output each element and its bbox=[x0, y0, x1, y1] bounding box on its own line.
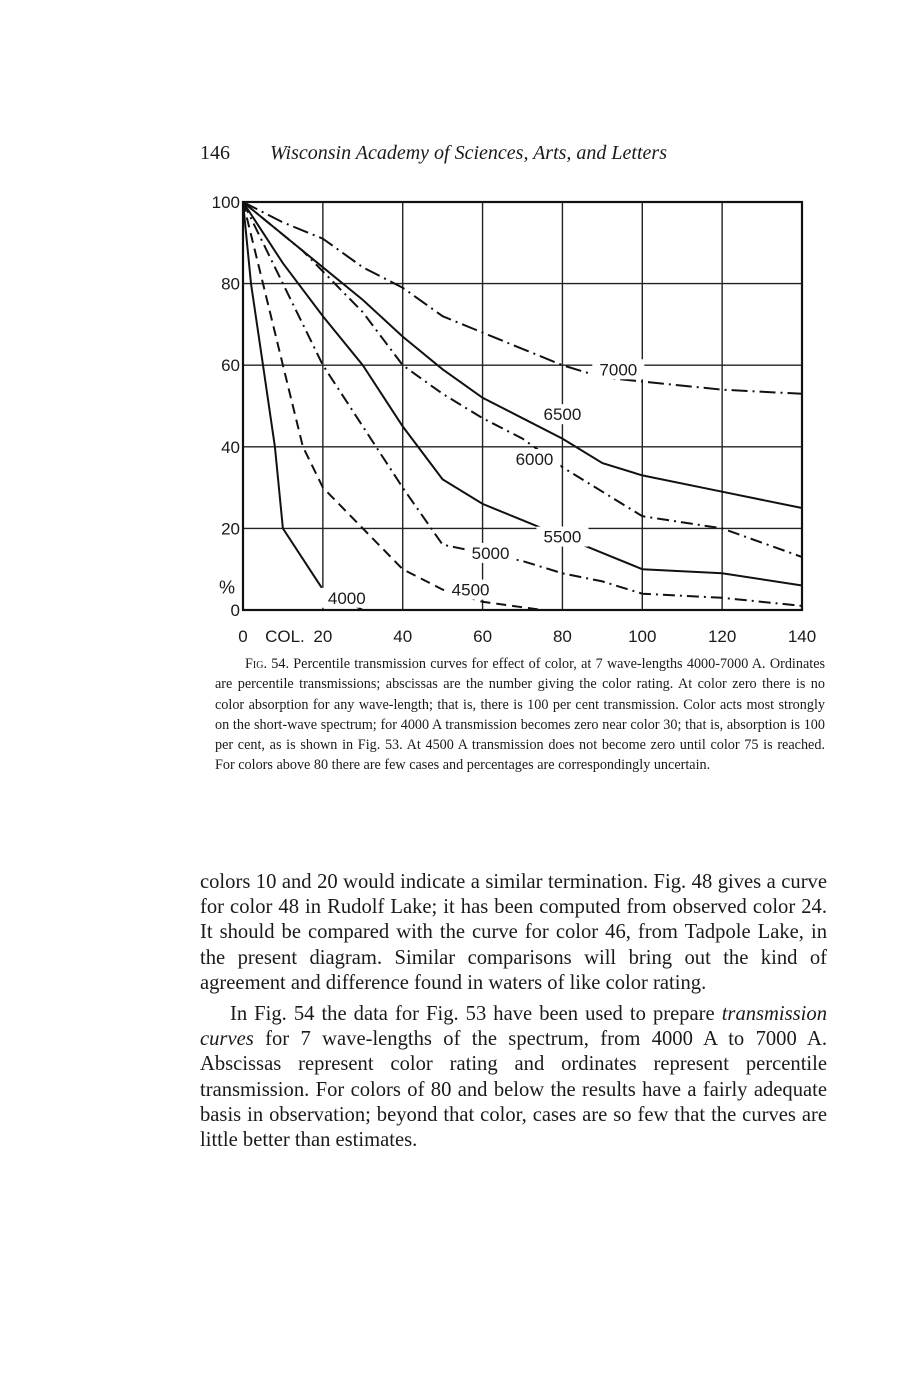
paragraph-2 bbox=[200, 1002, 827, 1153]
x-tick-label: 60 bbox=[473, 627, 493, 646]
x-tick-label: 80 bbox=[552, 627, 572, 646]
figure-caption bbox=[215, 654, 825, 776]
series-label-4500: 4500 bbox=[451, 580, 490, 600]
running-title: Wisconsin Academy of Sciences, Arts, and Letters bbox=[270, 142, 667, 164]
y-tick-label: 80 bbox=[221, 274, 240, 294]
y-tick-label: 0 bbox=[230, 601, 240, 620]
y-tick-label: 60 bbox=[221, 356, 240, 376]
y-tick-label: 40 bbox=[221, 437, 240, 457]
series-label-5500: 5500 bbox=[543, 527, 582, 547]
x-tick-label: 100 bbox=[628, 627, 657, 646]
figure-caption-text: Percentile transmission curves for effect of color, at 7 wave-lengths 4000-7000 A. Ordinates are percentile transmissions; abscissas are the number giving the color rating. At color zero there is no color absorption for any wave-length; that is, there is 100 per cent transmission. Color acts most strongly on the short-wave spectrum; for 4000 A transmission becomes zero near color 30; that is, absorption is 100 per cent, as is shown in Fig. 53. At 4500 A transmission does not become zero until color 75 is reached. For colors above 80 there are few cases and percentages are correspondingly uncertain. bbox=[215, 656, 826, 774]
series-line-6000 bbox=[243, 202, 802, 557]
x-tick-label: 140 bbox=[787, 627, 817, 646]
x-tick-label: 40 bbox=[393, 627, 413, 646]
series-label-6500: 6500 bbox=[543, 405, 582, 425]
series-line-5000 bbox=[243, 202, 802, 606]
x-tick-label: 0 bbox=[238, 627, 248, 646]
series-label-6000: 6000 bbox=[515, 450, 554, 470]
series-label-7000: 7000 bbox=[599, 360, 638, 380]
x-tick-label: 120 bbox=[707, 627, 737, 646]
y-tick-label: 20 bbox=[221, 519, 240, 539]
paragraph-1: colors 10 and 20 would indicate a similar termination. Fig. 48 gives a curve for color 48 in Rudolf Lake; it has been computed from observed color 24. It should be compared with the curve for color 46, from Tadpole Lake, in the present diagram. Similar comparisons will bring out the kind of agreement and difference found in waters of like color rating. bbox=[200, 871, 827, 994]
body-text bbox=[200, 870, 827, 1159]
paragraph-2-start: In Fig. 54 the data for Fig. 53 have been used to prepare bbox=[230, 1003, 722, 1026]
y-axis-label: % bbox=[218, 577, 236, 598]
figure-label: Fig. 54. bbox=[245, 656, 289, 672]
transmission-chart bbox=[205, 190, 825, 650]
plot-frame bbox=[243, 202, 802, 610]
x-axis-label: COL. bbox=[265, 627, 305, 646]
y-tick-label: 100 bbox=[211, 193, 240, 212]
page-number: 146 bbox=[200, 142, 230, 164]
x-tick-label: 20 bbox=[313, 627, 333, 646]
series-line-4000 bbox=[243, 202, 363, 610]
paragraph-2-emphasis: transmission curves bbox=[200, 1003, 827, 1051]
paragraph-2-end: for 7 wave-lengths of the spectrum, from 4000 A to 7000 A. Abscissas represent color rating and ordinates represent percentile transmission. For colors of 80 and below the results have a fairly adequate basis in observation; beyond that color, cases are so few that the curves are little better than estimates. bbox=[200, 1028, 827, 1152]
series-label-5000: 5000 bbox=[471, 543, 510, 563]
series-label-4000: 4000 bbox=[327, 588, 366, 608]
